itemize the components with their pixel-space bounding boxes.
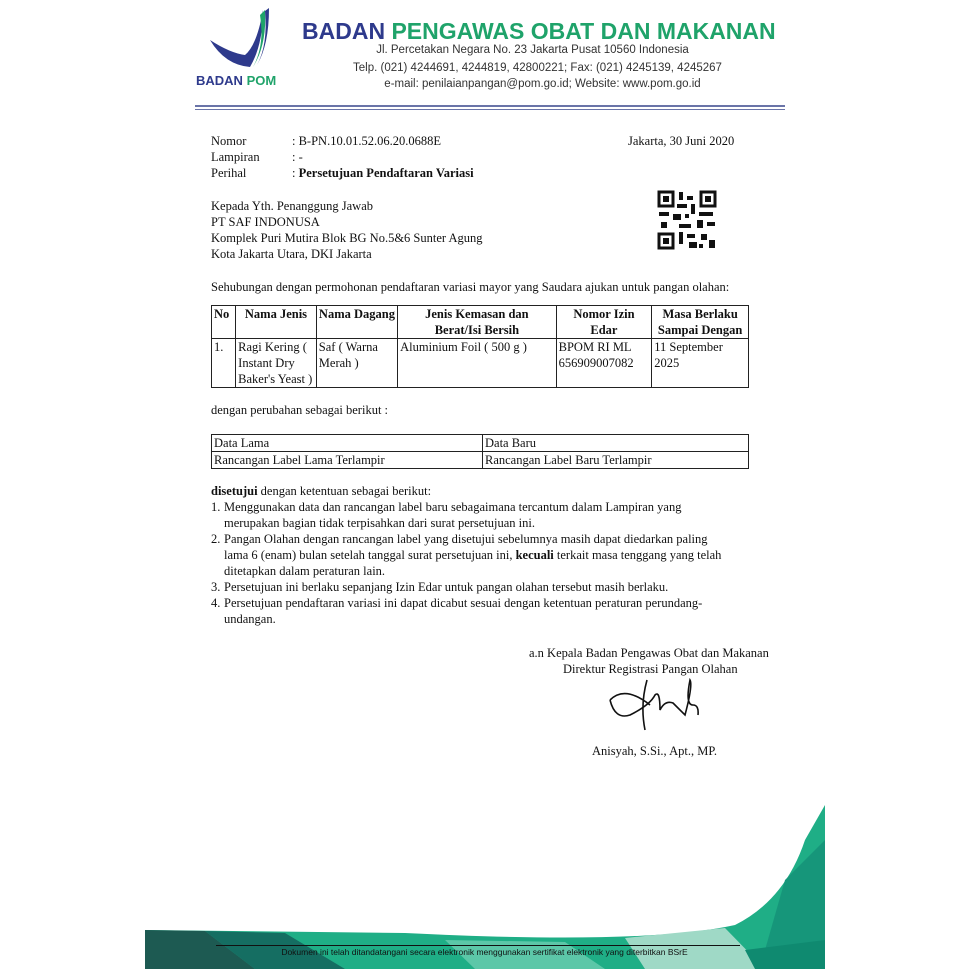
cell-no: 1. <box>212 339 236 388</box>
cell-kemasan: Aluminium Foil ( 500 g ) <box>398 339 557 388</box>
col-nomor-izin: Nomor Izin Edar <box>556 306 652 339</box>
recipient-city: Kota Jakarta Utara, DKI Jakarta <box>211 247 372 261</box>
recipient-line: Kepada Yth. Penanggung Jawab <box>211 199 373 213</box>
product-table <box>211 305 749 388</box>
title-agency: PENGAWAS OBAT DAN MAKANAN <box>391 18 776 44</box>
item-text: undangan. <box>224 612 276 626</box>
changes-table <box>211 434 749 469</box>
cell-data-lama: Rancangan Label Lama Terlampir <box>212 452 483 469</box>
intro-text: Sehubungan dengan permohonan pendaftaran variasi mayor yang Saudara ajukan untuk pangan olahan: <box>211 280 730 294</box>
changes-intro: dengan perubahan sebagai berikut : <box>211 403 389 417</box>
item-num: 1. <box>211 500 221 514</box>
item-num: 2. <box>211 532 221 546</box>
item-num: 4. <box>211 596 221 610</box>
item-text: Pangan Olahan dengan rancangan label yang disetujui sebelumnya masih dapat diedarkan paling <box>224 532 708 546</box>
perihal-label: Perihal <box>211 166 247 180</box>
cell-masa-berlaku: 11 September 2025 <box>652 339 749 388</box>
cell-nomor-izin: BPOM RI ML 656909007082 <box>556 339 652 388</box>
footer-decoration-icon <box>145 800 825 969</box>
item-text: merupakan bagian tidak terpisahkan dari surat persetujuan ini. <box>224 516 536 530</box>
logo-text-pom: POM <box>246 73 277 88</box>
perihal-value: Persetujuan Pendaftaran Variasi <box>298 166 474 180</box>
approval-bold: disetujui <box>211 484 258 498</box>
approval-rest: dengan ketentuan sebagai berikut: <box>257 484 432 498</box>
logo-text-badan: BADAN <box>196 73 243 88</box>
signature-position: Direktur Registrasi Pangan Olahan <box>563 662 738 676</box>
table-row <box>212 452 749 469</box>
perihal-colon: : <box>292 166 296 180</box>
letter-date: Jakarta, 30 Juni 2020 <box>628 134 735 148</box>
item-text: Menggunakan data dan rancangan label baru sebagaimana tercantum dalam Lampiran yang <box>224 500 682 514</box>
nomor-value: : B-PN.10.01.52.06.20.0688E <box>292 134 441 148</box>
recipient-address: Komplek Puri Mutira Blok BG No.5&6 Sunter Agung <box>211 231 483 245</box>
signatory-name: Anisyah, S.Si., Apt., MP. <box>592 744 718 758</box>
col-jenis-kemasan: Jenis Kemasan dan Berat/Isi Bersih <box>398 306 557 339</box>
table-header-row <box>212 306 749 339</box>
nomor-label: Nomor <box>211 134 247 148</box>
title-badan: BADAN <box>302 18 386 44</box>
footer-text: Dokumen ini telah ditandatangani secara elektronik menggunakan sertifikat elektronik yang diterbitkan BSrE <box>281 947 688 957</box>
lampiran-label: Lampiran <box>211 150 260 164</box>
contact: e-mail: penilaianpangan@pom.go.id; Website: www.pom.go.id <box>384 78 701 90</box>
phone: Telp. (021) 4244691, 4244819, 42800221; Fax: (021) 4245139, 4245267 <box>353 62 722 74</box>
col-data-baru: Data Baru <box>483 435 749 452</box>
item-bold: kecuali <box>515 548 554 562</box>
table-row <box>212 435 749 452</box>
table-row <box>212 339 749 388</box>
item-text: Persetujuan pendaftaran variasi ini dapat dicabut sesuai dengan ketentuan peraturan perundang- <box>224 596 703 610</box>
address: Jl. Percetakan Negara No. 23 Jakarta Pusat 10560 Indonesia <box>376 44 689 56</box>
col-nama-dagang: Nama Dagang <box>316 306 397 339</box>
item-text: lama 6 (enam) bulan setelah tanggal surat persetujuan ini, <box>224 548 516 562</box>
cell-nama-jenis: Ragi Kering ( Instant Dry Baker's Yeast ) <box>236 339 317 388</box>
lampiran-value: : - <box>292 150 303 164</box>
col-nama-jenis: Nama Jenis <box>236 306 317 339</box>
item-text: terkait masa tenggang yang telah <box>553 548 722 562</box>
col-masa-berlaku: Masa Berlaku Sampai Dengan <box>652 306 749 339</box>
item-text: ditetapkan dalam peraturan lain. <box>224 564 386 578</box>
recipient-company: PT SAF INDONUSA <box>211 215 320 229</box>
col-no: No <box>212 306 236 339</box>
signature-title: a.n Kepala Badan Pengawas Obat dan Makanan <box>529 646 769 660</box>
signature-icon <box>605 675 705 735</box>
item-num: 3. <box>211 580 221 594</box>
cell-nama-dagang: Saf ( Warna Merah ) <box>316 339 397 388</box>
item-text: Persetujuan ini berlaku sepanjang Izin Edar untuk pangan olahan tersebut masih berlaku. <box>224 580 669 594</box>
cell-data-baru: Rancangan Label Baru Terlampir <box>483 452 749 469</box>
header-divider <box>195 105 785 107</box>
qr-code-icon <box>657 190 717 250</box>
footer-divider <box>216 945 740 946</box>
col-data-lama: Data Lama <box>212 435 483 452</box>
